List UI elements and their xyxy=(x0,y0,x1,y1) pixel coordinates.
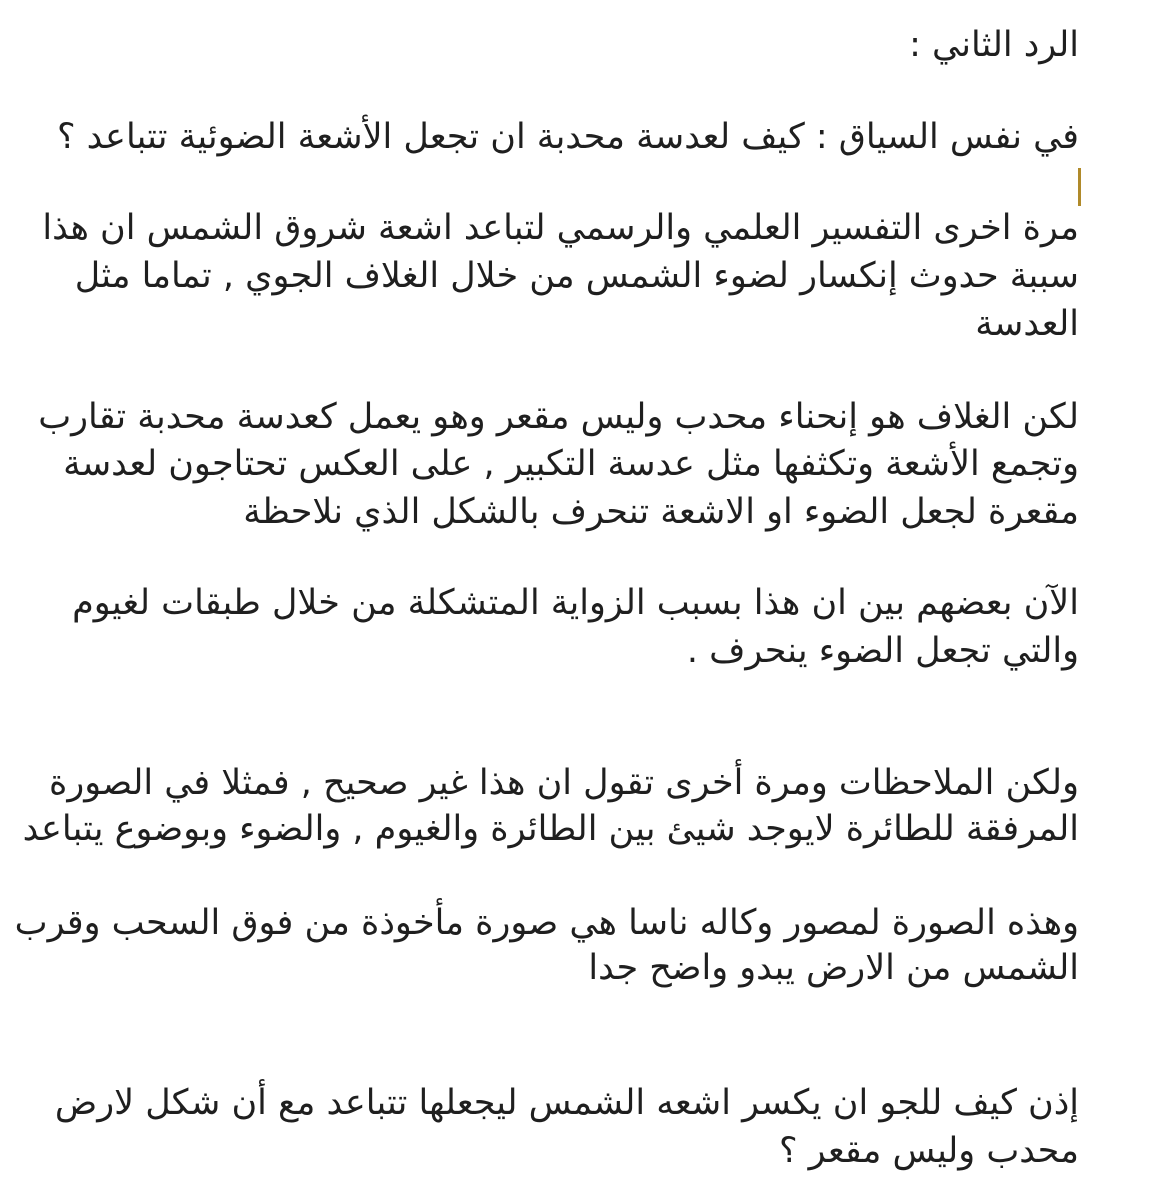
paragraph-4-line-1: ولكن الملاحظات ومرة أخرى تقول ان هذا غير صحيح , فمثلا في الصورة xyxy=(49,763,1079,803)
paragraph-1-line-1: مرة اخرى التفسير العلمي والرسمي لتباعد اشعة شروق الشمس ان هذا xyxy=(42,208,1079,248)
paragraph-4-line-2: المرفقة للطائرة لايوجد شيئ بين الطائرة والغيوم , والضوء وبوضوع يتباعد xyxy=(22,809,1079,849)
text-cursor xyxy=(1078,168,1081,206)
question-line: في نفس السياق : كيف لعدسة محدبة ان تجعل الأشعة الضوئية تتباعد ؟ xyxy=(56,117,1079,157)
paragraph-2-line-1: لكن الغلاف هو إنحناء محدب وليس مقعر وهو يعمل كعدسة محدبة تقارب xyxy=(38,397,1079,437)
paragraph-1-line-3: العدسة xyxy=(975,304,1079,344)
paragraph-5-line-1: وهذه الصورة لمصور وكاله ناسا هي صورة مأخوذة من فوق السحب وقرب xyxy=(14,903,1079,943)
paragraph-3-line-1: الآن بعضهم بين ان هذا بسبب الزواية المتشكلة من خلال طبقات لغيوم xyxy=(72,583,1079,623)
paragraph-3-line-2: والتي تجعل الضوء ينحرف . xyxy=(686,631,1079,671)
paragraph-6-line-2: محدب وليس مقعر ؟ xyxy=(778,1131,1079,1171)
paragraph-6-line-1: إذن كيف للجو ان يكسر اشعه الشمس ليجعلها تتباعد مع أن شكل لارض xyxy=(54,1083,1079,1123)
paragraph-1-line-2: سببة حدوث إنكسار لضوء الشمس من خلال الغلاف الجوي , تماما مثل xyxy=(74,256,1079,296)
paragraph-2-line-2: وتجمع الأشعة وتكثفها مثل عدسة التكبير , على العكس تحتاجون لعدسة xyxy=(63,444,1079,484)
paragraph-2-line-3: مقعرة لجعل الضوء او الاشعة تنحرف بالشكل الذي نلاحظة xyxy=(243,492,1079,532)
heading-second-reply: الرد الثاني : xyxy=(909,25,1079,65)
paragraph-5-line-2: الشمس من الارض يبدو واضح جدا xyxy=(588,948,1079,988)
